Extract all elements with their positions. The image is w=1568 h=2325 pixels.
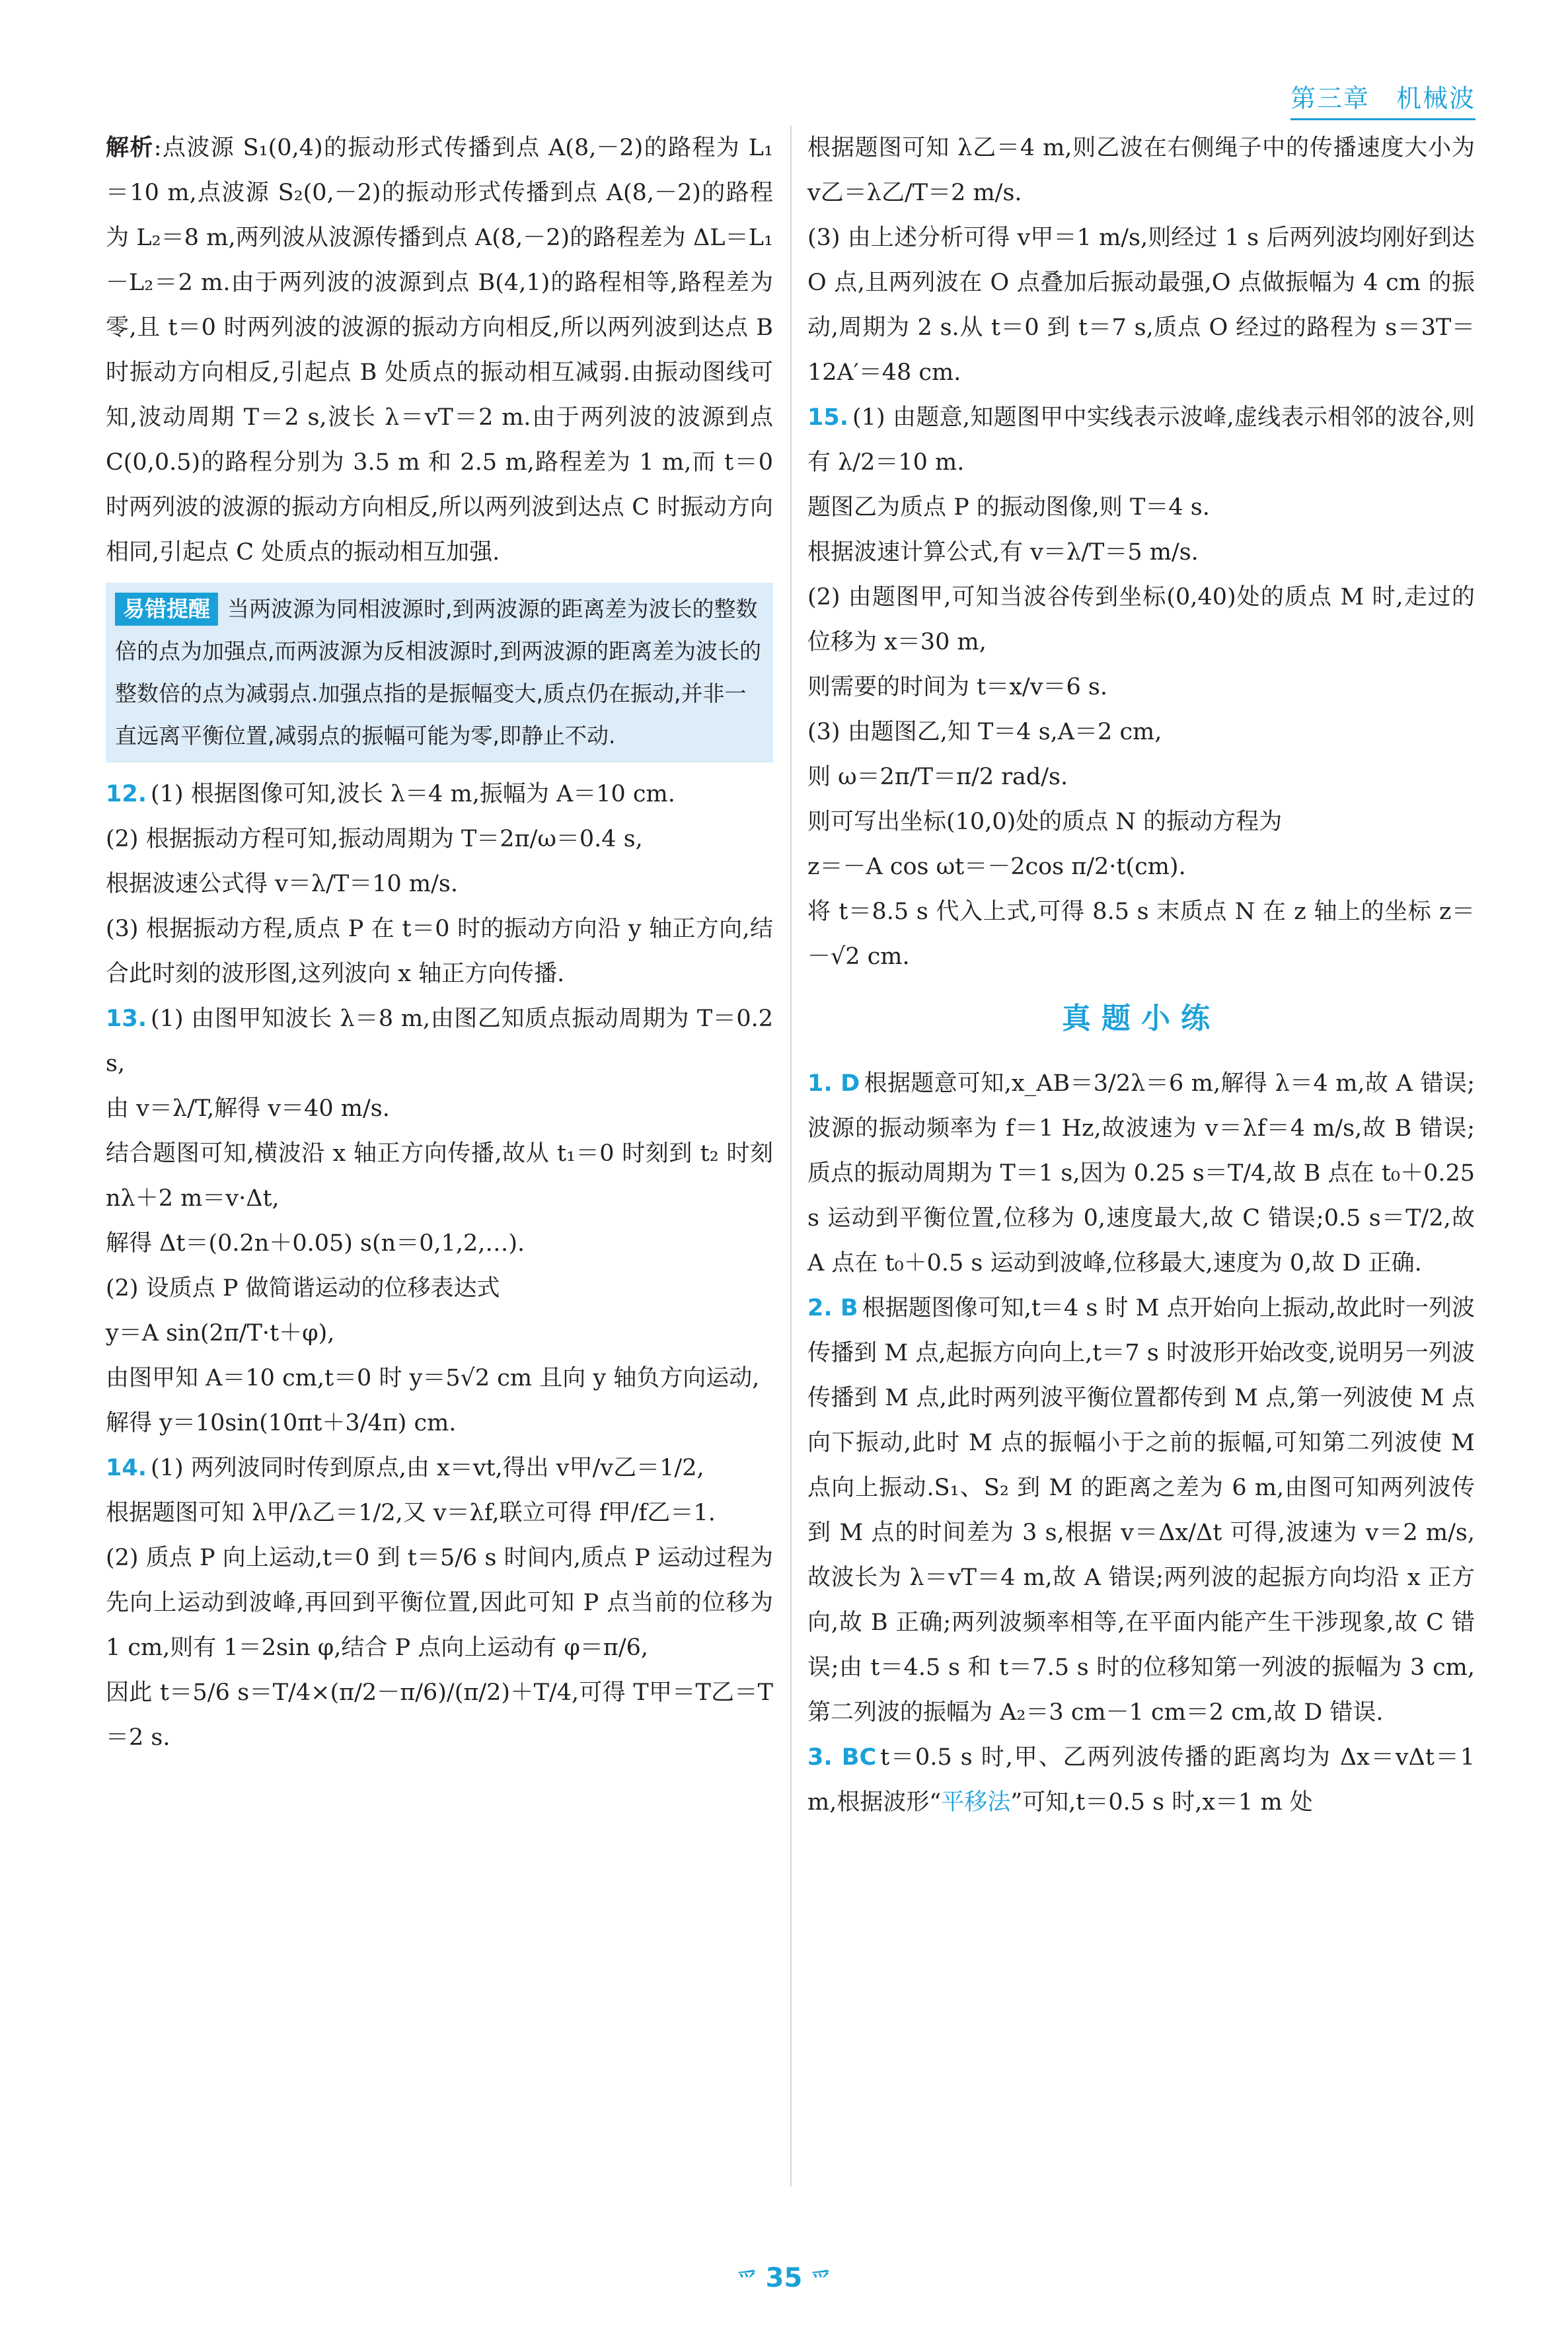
- practice-1: 1. D 根据题意可知,x_AB＝3/2λ＝6 m,解得 λ＝4 m,故 A 错误;波源的振动频率为 f＝1 Hz,故波速为 v＝λf＝4 m/s,故 B 错误;质点的振动周期为 T＝1 s,因为 0.25 s＝T/4,故 B 点在 t₀＋0.25 s 运动到平衡位置,位移为 0,速度最大,故 C 错误;0.5 s＝T/2,故 A 点在 t₀＋0.5 s 运动到波峰,位移最大,速度为 0,故 D 正确.: [807, 1070, 1475, 1276]
- practice-3-number: 3. BC: [807, 1744, 877, 1771]
- q15-line-8: 则可写出坐标(10,0)处的质点 N 的振动方程为: [807, 809, 1283, 835]
- highlight-term: 平移法: [941, 1789, 1011, 1816]
- q15-line-3: 根据波速计算公式,有 v＝λ/T＝5 m/s.: [807, 539, 1199, 566]
- q15-line-6: (3) 由题图乙,知 T＝4 s,A＝2 cm,: [807, 719, 1162, 745]
- q14-number: 14.: [106, 1455, 147, 1481]
- q15-line-5: 则需要的时间为 t＝x/v＝6 s.: [807, 674, 1107, 700]
- practice-2: 2. B 根据题图像可知,t＝4 s 时 M 点开始向上振动,故此时一列波传播到 M 点,起振方向向上,t＝7 s 时波形开始改变,说明另一列波传播到 M 点,此时两列波平衡位置都传到 M 点,第一列波使 M 点向下振动,此时 M 点的振幅小于之前的振幅,可知第二列波使 M 点向上振动.S₁、S₂ 到 M 的距离之差为 6 m,由图可知两列波传到 M 点的时间差为 3 s,根据 v＝Δx/Δt 可得,波速为 v＝2 m/s,故波长为 λ＝vT＝4 m,故 A 错误;两列波的起振方向均沿 x 正方向,故 B 正确;两列波频率相等,在平面内能产生干涉现象,故 C 错误;由 t＝4.5 s 和 t＝7.5 s 时的位移知第一列波的振幅为 3 cm,第二列波的振幅为 A₂＝3 cm－1 cm＝2 cm,故 D 错误.: [807, 1295, 1475, 1726]
- q14-cont-1: 根据题图可知 λ乙＝4 m,则乙波在右侧绳子中的传播速度大小为 v乙＝λ乙/T＝2 m/s.: [807, 135, 1475, 206]
- q12-line-3: 根据波速公式得 v＝λ/T＝10 m/s.: [106, 871, 458, 897]
- tip-box: [106, 583, 773, 762]
- q15-line-10: 将 t＝8.5 s 代入上式,可得 8.5 s 末质点 N 在 z 轴上的坐标 z＝－√2 cm.: [807, 899, 1475, 970]
- column-divider: [790, 126, 792, 2187]
- q14-line-3: (2) 质点 P 向上运动,t＝0 到 t＝5/6 s 时间内,质点 P 运动过程为先向上运动到波峰,再回到平衡位置,因此可知 P 点当前的位移为 1 cm,则有 1＝2sin φ,结合 P 点向上运动有 φ＝π/6,: [106, 1545, 773, 1661]
- tip-label: 易错提醒: [115, 593, 218, 626]
- q13-line-6: y＝A sin(2π/T·t＋φ),: [106, 1320, 335, 1347]
- q12-line-1: 12. (1) 根据图像可知,波长 λ＝4 m,振幅为 A＝10 cm.: [106, 781, 675, 807]
- q12-line-4: (3) 根据振动方程,质点 P 在 t＝0 时的振动方向沿 y 轴正方向,结合此时刻的波形图,这列波向 x 轴正方向传播.: [106, 916, 773, 987]
- q12-line-2: (2) 根据振动方程可知,振动周期为 T＝2π/ω＝0.4 s,: [106, 826, 643, 852]
- tip-text: 当两波源为同相波源时,到两波源的距离差为波长的整数倍的点为加强点,而两波源为反相波源时,到两波源的距离差为波长的整数倍的点为减弱点.加强点指的是振幅变大,质点仍在振动,并非一直远离平衡位置,减弱点的振幅可能为零,即静止不动.: [115, 596, 761, 749]
- q13-line-1: 13. (1) 由图甲知波长 λ＝8 m,由图乙知质点振动周期为 T＝0.2 s,: [106, 1006, 773, 1077]
- q15-line-7: 则 ω＝2π/T＝π/2 rad/s.: [807, 764, 1068, 790]
- q14-line-2: 根据题图可知 λ甲/λ乙＝1/2,又 v＝λf,联立可得 f甲/f乙＝1.: [106, 1500, 716, 1526]
- page-number: 35: [765, 2263, 803, 2293]
- q13-line-3: 结合题图可知,横波沿 x 轴正方向传播,故从 t₁＝0 时刻到 t₂ 时刻 nλ＋2 m＝v·Δt,: [106, 1140, 773, 1212]
- practice-2-number: 2. B: [807, 1295, 858, 1321]
- practice-1-number: 1. D: [807, 1070, 860, 1097]
- page-footer: [0, 2263, 1568, 2293]
- q15-line-1: 15. (1) 由题意,知题图甲中实线表示波峰,虚线表示相邻的波谷,则有 λ/2＝10 m.: [807, 404, 1475, 476]
- q15-line-2: 题图乙为质点 P 的振动图像,则 T＝4 s.: [807, 494, 1210, 521]
- section-title: 真题小练: [1062, 1002, 1220, 1035]
- q14-line-1: 14. (1) 两列波同时传到原点,由 x＝vt,得出 v甲/v乙＝1/2,: [106, 1455, 704, 1481]
- q14-line-4: 因此 t＝5/6 s＝T/4×(π/2－π/6)/(π/2)＋T/4,可得 T甲＝T乙＝T＝2 s.: [106, 1679, 773, 1751]
- q13-line-4: 解得 Δt＝(0.2n＋0.05) s(n＝0,1,2,…).: [106, 1230, 525, 1257]
- q15-line-4: (2) 由题图甲,可知当波谷传到坐标(0,40)处的质点 M 时,走过的位移为 x＝30 m,: [807, 584, 1475, 655]
- q13-line-2: 由 v＝λ/T,解得 v＝40 m/s.: [106, 1095, 390, 1122]
- q13-line-5: (2) 设质点 P 做简谐运动的位移表达式: [106, 1275, 500, 1302]
- q15-line-9: z＝－A cos ωt＝－2cos π/2·t(cm).: [807, 854, 1186, 880]
- analysis-text: :点波源 S₁(0,4)的振动形式传播到点 A(8,－2)的路程为 L₁＝10 m,点波源 S₂(0,－2)的振动形式传播到点 A(8,－2)的路程为 L₂＝8 m,两列波从波源传播到点 A(8,－2)的路程差为 ΔL＝L₁－L₂＝2 m.由于两列波的波源到点 B(4,1)的路程相等,路程差为零,且 t＝0 时两列波的波源的振动方向相反,所以两列波到达点 B 时振动方向相反,引起点 B 处质点的振动相互减弱.由振动图线可知,波动周期 T＝2 s,波长 λ＝vT＝2 m.由于两列波的波源到点 C(0,0.5)的路程分别为 3.5 m 和 2.5 m,路程差为 1 m,而 t＝0 时两列波的波源的振动方向相反,所以两列波到达点 C 时振动方向相同,引起点 C 处质点的振动相互加强.: [106, 135, 773, 566]
- practice-3: 3. BC t＝0.5 s 时,甲、乙两列波传播的距离均为 Δx＝vΔt＝1 m,根据波形“平移法”可知,t＝0.5 s 时,x＝1 m 处: [807, 1744, 1475, 1816]
- q13-number: 13.: [106, 1006, 147, 1032]
- q12-number: 12.: [106, 781, 147, 807]
- ornament-left-icon: 爫: [736, 2267, 758, 2292]
- q13-line-8: 解得 y＝10sin(10πt＋3/4π) cm.: [106, 1410, 457, 1436]
- left-column: [106, 126, 773, 1760]
- analysis-paragraph: [106, 126, 773, 575]
- q14-cont-2: (3) 由上述分析可得 v甲＝1 m/s,则经过 1 s 后两列波均刚好到达 O 点,且两列波在 O 点叠加后振动最强,O 点做振幅为 4 cm 的振动,周期为 2 s.从 t＝0 到 t＝7 s,质点 O 经过的路程为 s＝3T＝12A′＝48 cm.: [807, 225, 1475, 386]
- right-column: [807, 126, 1475, 1825]
- q15-number: 15.: [807, 404, 849, 431]
- ornament-right-icon: 爫: [810, 2267, 832, 2292]
- q13-line-7: 由图甲知 A＝10 cm,t＝0 时 y＝5√2 cm 且向 y 轴负方向运动,: [106, 1365, 760, 1391]
- chapter-header: 第三章 机械波: [1290, 78, 1475, 120]
- analysis-label: 解析: [106, 135, 154, 161]
